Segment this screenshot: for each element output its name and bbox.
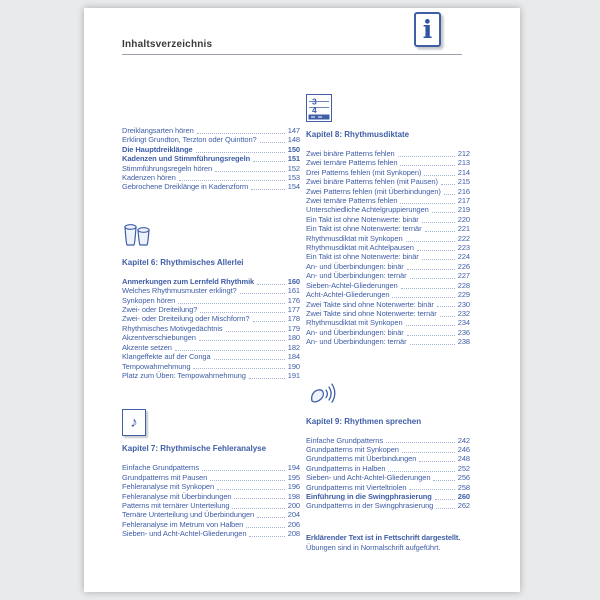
dot-leader (210, 480, 285, 481)
toc-item-label: Rhythmisches Motivgedächtnis (122, 323, 223, 333)
toc-item[interactable] (122, 362, 300, 371)
toc-item[interactable] (122, 501, 300, 510)
toc-item-label: Fehleranalyse mit Überbindungen (122, 491, 232, 501)
toc-item-page: 226 (457, 261, 470, 271)
congas-icon (122, 220, 300, 250)
toc-item[interactable] (122, 277, 300, 286)
toc-item[interactable] (306, 473, 470, 482)
toc-item[interactable] (306, 492, 470, 501)
toc-item[interactable] (306, 158, 470, 167)
toc-item-page: 227 (457, 271, 470, 281)
dot-leader (440, 316, 455, 317)
section-kapitel-6 (122, 220, 300, 380)
toc-item-page: 215 (457, 177, 470, 187)
toc-item-page: 258 (457, 482, 470, 492)
toc-item-label: Zwei ternäre Patterns fehlen (306, 196, 398, 206)
dot-leader (196, 152, 285, 153)
toc-item[interactable] (122, 154, 300, 163)
toc-item-label: Klangeffekte auf der Conga (122, 352, 211, 362)
dot-leader (419, 461, 455, 462)
dot-leader (217, 489, 285, 490)
toc-item-label: Ternäre Unterteilung und Überbindungen (122, 510, 255, 520)
dot-leader (402, 452, 455, 453)
toc-item-page: 223 (457, 243, 470, 253)
dot-leader (178, 303, 285, 304)
right-column (306, 8, 470, 553)
dot-leader (407, 269, 455, 270)
toc-item-label: Drei Patterns fehlen (mit Synkopen) (306, 167, 422, 177)
toc-item-label: Kadenzen hören (122, 173, 176, 183)
dot-leader (435, 499, 455, 500)
toc-item[interactable] (306, 445, 470, 454)
legend-normal-text: Übungen sind in Normalschrift aufgeführt. (306, 542, 441, 552)
toc-item-page: 229 (457, 290, 470, 300)
time-signature-icon (306, 92, 470, 122)
toc-item[interactable] (122, 482, 300, 491)
toc-item-page: 256 (457, 473, 470, 483)
toc-item-page: 196 (287, 482, 300, 492)
toc-item[interactable] (306, 281, 470, 290)
dot-leader (409, 489, 455, 490)
dot-leader (202, 470, 285, 471)
toc-item-page: 148 (287, 135, 300, 145)
toc-item[interactable] (306, 234, 470, 243)
dot-leader (444, 194, 455, 195)
dot-leader (215, 171, 285, 172)
page-title: Inhaltsverzeichnis (122, 39, 213, 50)
toc-item[interactable] (122, 371, 300, 380)
toc-item[interactable] (122, 173, 300, 182)
dot-leader (436, 508, 455, 509)
toc-item[interactable] (306, 243, 470, 252)
toc-item[interactable] (306, 501, 470, 510)
dot-leader (240, 293, 285, 294)
toc-item-page: 230 (457, 299, 470, 309)
toc-item-page: 224 (457, 252, 470, 262)
dot-leader (251, 189, 285, 190)
dot-leader (193, 368, 285, 369)
toc-item-label: Einführung in die Swingphrasierung (306, 491, 432, 501)
toc-item[interactable] (306, 337, 470, 346)
toc-item[interactable] (306, 252, 470, 261)
dot-leader (253, 161, 285, 162)
toc-item-label: An- und Überbindungen: ternär (306, 337, 407, 347)
toc-item[interactable] (306, 196, 470, 205)
toc-item-page: 150 (287, 144, 300, 154)
toc-item-page: 194 (287, 463, 300, 473)
chapter-heading: Kapitel 9: Rhythmen sprechen (306, 416, 422, 426)
toc-item[interactable] (122, 352, 300, 361)
section-kapitel-7 (122, 406, 300, 538)
toc-item-label: An- und Überbindungen: ternär (306, 271, 407, 281)
toc-item[interactable] (122, 314, 300, 323)
toc-item-label: Anmerkungen zum Lernfeld Rhythmik (122, 276, 255, 286)
dot-leader (246, 527, 285, 528)
toc-item[interactable] (122, 520, 300, 529)
dot-leader (386, 442, 455, 443)
dot-leader (417, 250, 455, 251)
dot-leader (388, 471, 455, 472)
dot-leader (200, 312, 285, 313)
toc-item[interactable] (122, 182, 300, 191)
toc-item-page: 213 (457, 158, 470, 168)
toc-item-page: 195 (287, 472, 300, 482)
toc-item-label: Einfache Grundpatterns (306, 435, 384, 445)
toc-item-label: Zwei ternäre Patterns fehlen (306, 158, 398, 168)
dot-leader (257, 517, 285, 518)
toc-item-page: 212 (457, 149, 470, 158)
dot-leader (432, 212, 455, 213)
svg-text:3: 3 (312, 96, 317, 107)
toc-item[interactable] (122, 492, 300, 501)
toc-item-page: 236 (457, 327, 470, 337)
chapter-list (122, 463, 300, 538)
dot-leader (232, 508, 285, 509)
toc-item-page: 204 (287, 510, 300, 520)
dot-leader (234, 498, 285, 499)
toc-item-page: 221 (457, 224, 470, 234)
legend-bold-text: Erklärender Text ist in Fettschrift dargestellt. (306, 532, 461, 542)
toc-item[interactable] (306, 309, 470, 318)
toc-item-label: Zwei binäre Patterns fehlen (mit Pausen) (306, 177, 438, 187)
toc-item-page: 220 (457, 214, 470, 224)
dot-leader (398, 156, 455, 157)
chapter-list (306, 149, 470, 347)
toc-item[interactable] (122, 529, 300, 538)
dot-leader (422, 222, 455, 223)
toc-item-label: Akzentverschiebungen (122, 333, 196, 343)
toc-item-page: 214 (457, 167, 470, 177)
toc-item[interactable] (306, 318, 470, 327)
toc-item-page: 190 (287, 361, 300, 371)
toc-item-label: Grundpatterns mit Pausen (122, 472, 208, 482)
page-sheet (84, 8, 520, 592)
dot-leader (400, 203, 455, 204)
svg-text:4: 4 (312, 105, 317, 115)
toc-item-page: 177 (287, 305, 300, 315)
dot-leader (441, 184, 455, 185)
eighth-note-glyph: ♪ (130, 414, 138, 432)
toc-item-label: Zwei- oder Dreiteilung oder Mischform? (122, 314, 250, 324)
toc-item-label: Einfache Grundpatterns (122, 463, 200, 473)
toc-item-page: 147 (287, 126, 300, 135)
chapter-list (122, 277, 300, 380)
toc-item[interactable] (306, 454, 470, 463)
toc-item-label: Ein Takt ist ohne Notenwerte: binär (306, 214, 419, 224)
chapter-heading: Kapitel 7: Rhythmische Fehleranalyse (122, 444, 267, 454)
toc-item-page: 246 (457, 444, 470, 454)
dot-leader (406, 241, 455, 242)
toc-item-label: Grundpatterns mit Vierteltriolen (306, 482, 407, 492)
dot-leader (410, 278, 455, 279)
toc-item-label: Erklingt Grundton, Terzton oder Quintton? (122, 135, 257, 145)
dot-leader (257, 284, 285, 285)
dot-leader (400, 165, 455, 166)
toc-item-label: Sieben-Achtel-Gliederungen (306, 280, 398, 290)
dot-leader (175, 350, 285, 351)
toc-item-page: 216 (457, 186, 470, 196)
toc-item-label: Zwei binäre Patterns fehlen (306, 149, 395, 158)
toc-item-label: Ein Takt ist ohne Notenwerte: binär (306, 252, 419, 262)
toc-item-label: Unterschiedliche Achtelgruppierungen (306, 205, 429, 215)
toc-item-label: An- und Überbindungen: binär (306, 327, 404, 337)
toc-item-label: Rhythmusdiktat mit Synkopen (306, 233, 403, 243)
toc-item[interactable] (122, 305, 300, 314)
dot-leader (392, 297, 455, 298)
toc-item-page: 180 (287, 333, 300, 343)
toc-item[interactable] (122, 126, 300, 135)
toc-item-page: 182 (287, 342, 300, 352)
chapter5-continued-list (122, 126, 300, 192)
chapter-list (306, 436, 470, 511)
toc-item-label: Zwei Takte sind ohne Notenwerte: ternär (306, 308, 437, 318)
toc-item-page: 179 (287, 323, 300, 333)
toc-item-label: Grundpatterns mit Synkopen (306, 444, 399, 454)
dot-leader (214, 359, 285, 360)
dot-leader (433, 480, 455, 481)
toc-item[interactable] (122, 510, 300, 519)
toc-item-page: 154 (287, 182, 300, 192)
chapter-heading: Kapitel 8: Rhythmusdiktate (306, 130, 410, 139)
toc-item-label: Rhythmusdiktat mit Achtelpausen (306, 243, 414, 253)
toc-item[interactable] (306, 328, 470, 337)
toc-item-page: 238 (457, 337, 470, 347)
toc-item-page: 234 (457, 318, 470, 328)
toc-item-page: 208 (287, 529, 300, 539)
toc-item-label: Tempowahrnehmung (122, 361, 191, 371)
dot-leader (253, 321, 286, 322)
toc-item-page: 248 (457, 454, 470, 464)
toc-item-page: 191 (287, 370, 300, 380)
dot-leader (249, 378, 285, 379)
toc-item-label: Acht-Achtel-Gliederungen (306, 290, 390, 300)
toc-item[interactable] (122, 145, 300, 154)
toc-item[interactable] (122, 473, 300, 482)
toc-item-page: 152 (287, 163, 300, 173)
toc-item[interactable] (122, 324, 300, 333)
toc-item-page: 206 (287, 519, 300, 529)
toc-item[interactable] (306, 215, 470, 224)
toc-item-page: 217 (457, 196, 470, 206)
toc-item[interactable] (306, 262, 470, 271)
toc-item[interactable] (306, 436, 470, 445)
toc-item[interactable] (122, 286, 300, 295)
toc-item[interactable] (306, 290, 470, 299)
dot-leader (437, 306, 455, 307)
toc-item-label: Akzente setzen (122, 342, 172, 352)
toc-item-label: Welches Rhythmusmuster erklingt? (122, 286, 237, 296)
dot-leader (260, 142, 285, 143)
info-icon-glyph: i (422, 15, 433, 44)
toc-item-page: 260 (457, 491, 470, 501)
toc-item-page: 198 (287, 491, 300, 501)
eighth-note-icon (122, 406, 300, 436)
toc-item-label: An- und Überbindungen: binär (306, 261, 404, 271)
legend-note (306, 533, 470, 553)
toc-item-page: 219 (457, 205, 470, 215)
dot-leader (199, 340, 285, 341)
toc-item-page: 151 (287, 154, 300, 164)
toc-item[interactable] (306, 187, 470, 196)
toc-item[interactable] (122, 463, 300, 472)
toc-item[interactable] (306, 224, 470, 233)
dot-leader (226, 331, 285, 332)
toc-item-label: Rhythmusdiktat mit Synkopen (306, 318, 403, 328)
toc-item-label: Fehleranalyse im Metrum von Halben (122, 519, 244, 529)
toc-item-label: Grundpatterns in der Swingphrasierung (306, 501, 434, 511)
toc-item-label: Dreiklangsarten hören (122, 126, 194, 135)
toc-item[interactable] (122, 333, 300, 342)
section-kapitel-8 (306, 92, 470, 347)
toc-item-label: Zwei- oder Dreiteilung? (122, 305, 198, 315)
toc-item[interactable] (306, 300, 470, 309)
dot-leader (179, 180, 285, 181)
toc-item-label: Zwei Takte sind ohne Notenwerte: binär (306, 299, 434, 309)
section-kapitel-9 (306, 379, 470, 511)
dot-leader (424, 175, 455, 176)
chapter-heading: Kapitel 6: Rhythmisches Allerlei (122, 257, 244, 267)
toc-item[interactable] (306, 149, 470, 158)
dot-leader (197, 133, 285, 134)
toc-item-label: Gebrochene Dreiklänge in Kadenzform (122, 182, 249, 192)
toc-item[interactable] (306, 483, 470, 492)
toc-item-page: 262 (457, 501, 470, 511)
toc-item-label: Sieben- und Acht-Achtel-Gliederungen (306, 473, 431, 483)
toc-item-label: Grundpatterns mit Überbindungen (306, 454, 417, 464)
toc-item-page: 153 (287, 173, 300, 183)
toc-item-page: 228 (457, 280, 470, 290)
toc-item[interactable] (122, 135, 300, 144)
toc-item-page: 184 (287, 352, 300, 362)
speaking-hand-icon (306, 379, 470, 409)
dot-leader (422, 259, 455, 260)
dot-leader (425, 231, 456, 232)
toc-item-label: Patterns mit ternärer Unterteilung (122, 500, 230, 510)
left-column (122, 8, 300, 539)
toc-item-page: 200 (287, 500, 300, 510)
toc-item-page: 178 (287, 314, 300, 324)
toc-item-label: Synkopen hören (122, 295, 176, 305)
toc-item[interactable] (122, 296, 300, 305)
toc-item-label: Sieben- und Acht-Achtel-Gliederungen (122, 529, 247, 539)
toc-item-label: Grundpatterns in Halben (306, 463, 386, 473)
toc-item-label: Ein Takt ist ohne Notenwerte: ternär (306, 224, 422, 234)
toc-item[interactable] (306, 205, 470, 214)
toc-item[interactable] (306, 177, 470, 186)
toc-item-label: Stimmführungsregeln hören (122, 163, 213, 173)
toc-item-label: Die Hauptdreiklänge (122, 144, 193, 154)
toc-item-label: Zwei Patterns fehlen (mit Überbindungen) (306, 186, 441, 196)
toc-item-label: Platz zum Üben: Tempowahrnehmung (122, 370, 246, 380)
toc-item[interactable] (306, 464, 470, 473)
toc-item-page: 242 (457, 435, 470, 445)
toc-item-page: 176 (287, 295, 300, 305)
toc-item-label: Kadenzen und Stimmführungsregeln (122, 154, 251, 164)
toc-item-page: 232 (457, 308, 470, 318)
toc-item[interactable] (306, 168, 470, 177)
toc-item-page: 161 (287, 286, 300, 296)
toc-item-label: Fehleranalyse mit Synkopen (122, 482, 215, 492)
dot-leader (407, 335, 455, 336)
toc-item-page: 222 (457, 233, 470, 243)
toc-item[interactable] (122, 164, 300, 173)
dot-leader (401, 288, 455, 289)
toc-item[interactable] (122, 343, 300, 352)
dot-leader (249, 536, 285, 537)
toc-item[interactable] (306, 271, 470, 280)
toc-item-page: 160 (287, 276, 300, 286)
dot-leader (410, 344, 455, 345)
dot-leader (406, 325, 455, 326)
toc-item-page: 252 (457, 463, 470, 473)
